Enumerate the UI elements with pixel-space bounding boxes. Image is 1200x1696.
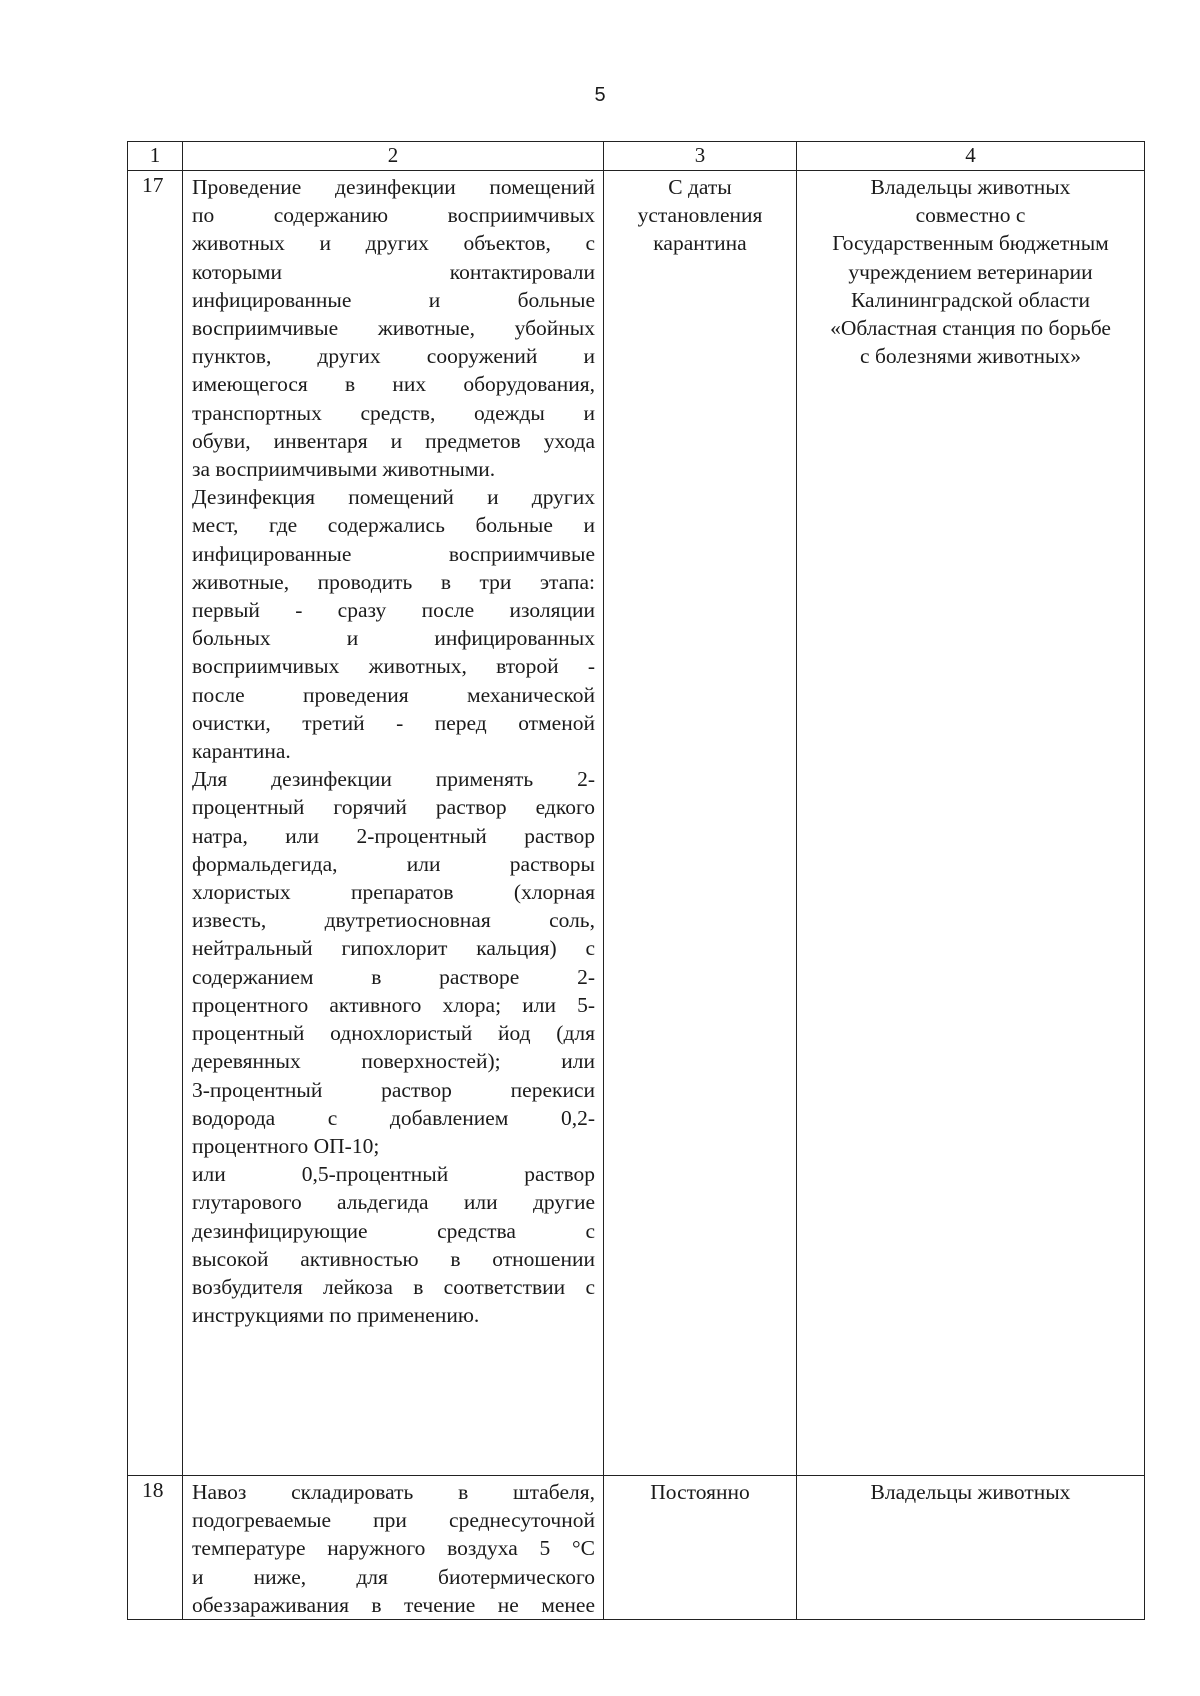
text-line: имеющегося в них оборудования,	[192, 372, 595, 397]
text-line: после проведения механической	[192, 682, 595, 707]
text-line: Проведение дезинфекции помещений	[192, 175, 595, 199]
text-line: водорода с добавлением 0,2-	[192, 1105, 595, 1130]
text-line: обуви, инвентаря и предметов ухода	[192, 428, 595, 453]
text-line: формальдегида, или растворы	[192, 851, 595, 876]
text-line: и ниже, для биотермического	[192, 1564, 595, 1589]
text-line: с болезнями животных»	[860, 344, 1081, 369]
text-line: пунктов, других сооружений и	[192, 344, 595, 369]
text-line: «Областная станция по борьбе	[830, 316, 1111, 341]
text-line: которыми контактировали	[192, 259, 595, 284]
text-line: дезинфицирующие средства с	[192, 1218, 595, 1243]
text-line: температуре наружного воздуха 5 °С	[192, 1536, 595, 1561]
table-row	[128, 171, 1145, 1476]
text-line: деревянных поверхностей); или	[192, 1049, 595, 1074]
text-line: возбудителя лейкоза в соответствии с	[192, 1274, 595, 1299]
text-line: учреждением ветеринарии	[848, 259, 1093, 284]
text-line: Владельцы животных	[870, 175, 1071, 199]
text-line: установления	[637, 203, 763, 228]
text-line: транспортных средств, одежды и	[192, 400, 595, 425]
row-number: 18	[128, 1476, 183, 1620]
measures-table	[127, 141, 1145, 1620]
text-line: карантина.	[192, 739, 291, 764]
table-row	[128, 1476, 1145, 1620]
measure-term	[604, 1476, 797, 1620]
column-number-1: 1	[128, 142, 183, 171]
text-line: процентный горячий раствор едкого	[192, 795, 595, 820]
text-line: Владельцы животных	[870, 1480, 1071, 1504]
text-line: процентного ОП-10;	[192, 1133, 380, 1158]
text-line: за восприимчивыми животными.	[192, 457, 496, 482]
text-line: совместно с	[915, 203, 1026, 228]
text-line: Постоянно	[650, 1480, 750, 1504]
text-line: животные, проводить в три этапа:	[192, 569, 595, 594]
text-line: С даты	[668, 175, 732, 199]
text-line: Навоз складировать в штабеля,	[192, 1480, 595, 1504]
text-line: или 0,5-процентный раствор	[192, 1162, 595, 1187]
text-line: очистки, третий - перед отменой	[192, 710, 595, 735]
measure-term	[604, 171, 797, 1476]
text-line: инструкциями по применению.	[192, 1303, 480, 1328]
text-line: глутарового альдегида или другие	[192, 1190, 595, 1215]
row-number: 17	[128, 171, 183, 1476]
text-line: больных и инфицированных	[192, 626, 595, 651]
text-line: процентного активного хлора; или 5-	[192, 992, 595, 1017]
text-line: Для дезинфекции применять 2-	[192, 767, 595, 792]
text-line: восприимчивых животных, второй -	[192, 654, 595, 679]
text-line: по содержанию восприимчивых	[192, 203, 595, 228]
text-line: первый - сразу после изоляции	[192, 598, 595, 623]
measure-responsible	[797, 1476, 1145, 1620]
text-line: 3-процентный раствор перекиси	[192, 1077, 595, 1102]
text-line: инфицированные восприимчивые	[192, 541, 595, 566]
measure-description	[183, 1476, 604, 1620]
text-line: Калининградской области	[851, 287, 1090, 312]
column-number-4: 4	[797, 142, 1145, 171]
table-header-row	[128, 142, 1145, 171]
text-line: процентный однохлористый йод (для	[192, 1021, 595, 1046]
text-line: хлористых препаратов (хлорная	[192, 880, 595, 905]
measure-responsible	[797, 171, 1145, 1476]
text-line: высокой активностью в отношении	[192, 1246, 595, 1271]
text-line: восприимчивые животные, убойных	[192, 316, 595, 341]
text-line: обеззараживания в течение не менее	[192, 1592, 595, 1617]
measure-description	[183, 171, 604, 1476]
text-line: животных и других объектов, с	[192, 231, 595, 256]
text-line: подогреваемые при среднесуточной	[192, 1508, 595, 1533]
text-line: мест, где содержались больные и	[192, 513, 595, 538]
text-line: Государственным бюджетным	[832, 231, 1109, 256]
text-line: известь, двутретиосновная соль,	[192, 908, 595, 933]
page-number: 5	[594, 84, 606, 106]
text-line: Дезинфекция помещений и других	[192, 485, 595, 510]
text-line: карантина	[653, 231, 747, 256]
text-line: инфицированные и больные	[192, 287, 595, 312]
column-number-3: 3	[604, 142, 797, 171]
text-line: содержанием в растворе 2-	[192, 964, 595, 989]
text-line: нейтральный гипохлорит кальция) с	[192, 936, 595, 961]
text-line: натра, или 2-процентный раствор	[192, 823, 595, 848]
column-number-2: 2	[183, 142, 604, 171]
